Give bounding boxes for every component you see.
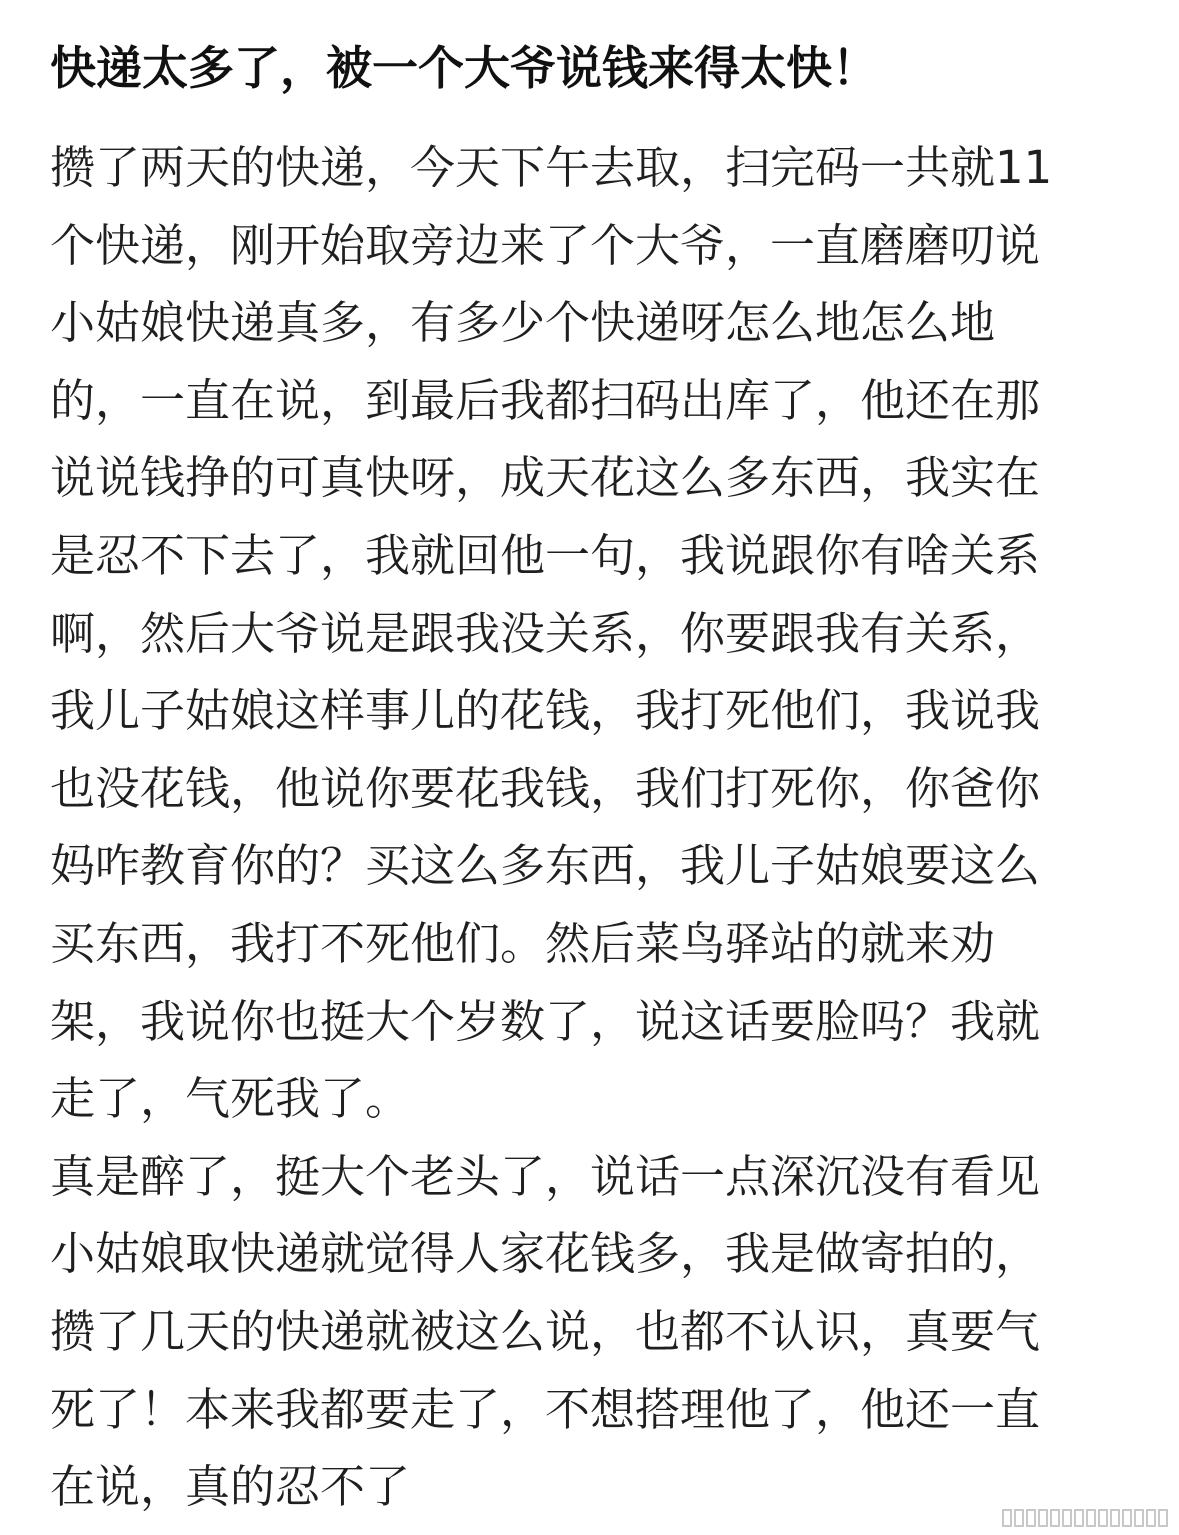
post-line: 妈咋教育你的？买这么多东西，我儿子姑娘要这么 (50, 839, 1041, 893)
post-line: 说说钱挣的可真快呀，成天花这么多东西，我实在 (50, 451, 1041, 505)
post-line: 我儿子姑娘这样事儿的花钱，我打死他们，我说我 (50, 684, 1041, 738)
post-line: 攒了两天的快递，今天下午去取，扫完码一共就11 (50, 141, 1053, 194)
post-line: 小姑娘快递真多，有多少个快递呀怎么地怎么地 (50, 296, 996, 350)
post-line: 架，我说你也挺大个岁数了，说这话要脸吗？我就 (50, 994, 1041, 1048)
post-line: 死了！本来我都要走了，不想搭理他了，他还一直 (50, 1382, 1041, 1436)
post-line: 啊，然后大爷说是跟我没关系，你要跟我有关系， (50, 606, 1041, 660)
post-line: 的，一直在说，到最后我都扫码出库了，他还在那 (50, 373, 1041, 427)
post-line: 也没花钱，他说你要花我钱，我们打死你，你爸你 (50, 761, 1041, 815)
post-line: 小姑娘取快递就觉得人家花钱多，我是做寄拍的， (50, 1227, 1041, 1281)
post-line: 是忍不下去了，我就回他一句，我说跟你有啥关系 (50, 528, 1041, 582)
post-line: 真是醉了，挺大个老头了，说话一点深沉没有看见 (50, 1149, 1041, 1203)
post-body (50, 129, 1140, 1526)
post-title: 快递太多了，被一个大爷说钱来得太快！ (50, 41, 878, 95)
post-line: 买东西，我打不死他们。然后菜鸟驿站的就来劝 (50, 916, 996, 970)
post-line: 个快递，刚开始取旁边来了个大爷，一直磨磨叨说 (50, 218, 1041, 272)
watermark-logo-icon (1001, 1507, 1171, 1529)
post-line: 走了，气死我了。 (50, 1072, 411, 1126)
post-line: 攒了几天的快递就被这么说，也都不认识，真要气 (50, 1304, 1041, 1358)
post-line: 在说，真的忍不了 (50, 1460, 411, 1514)
